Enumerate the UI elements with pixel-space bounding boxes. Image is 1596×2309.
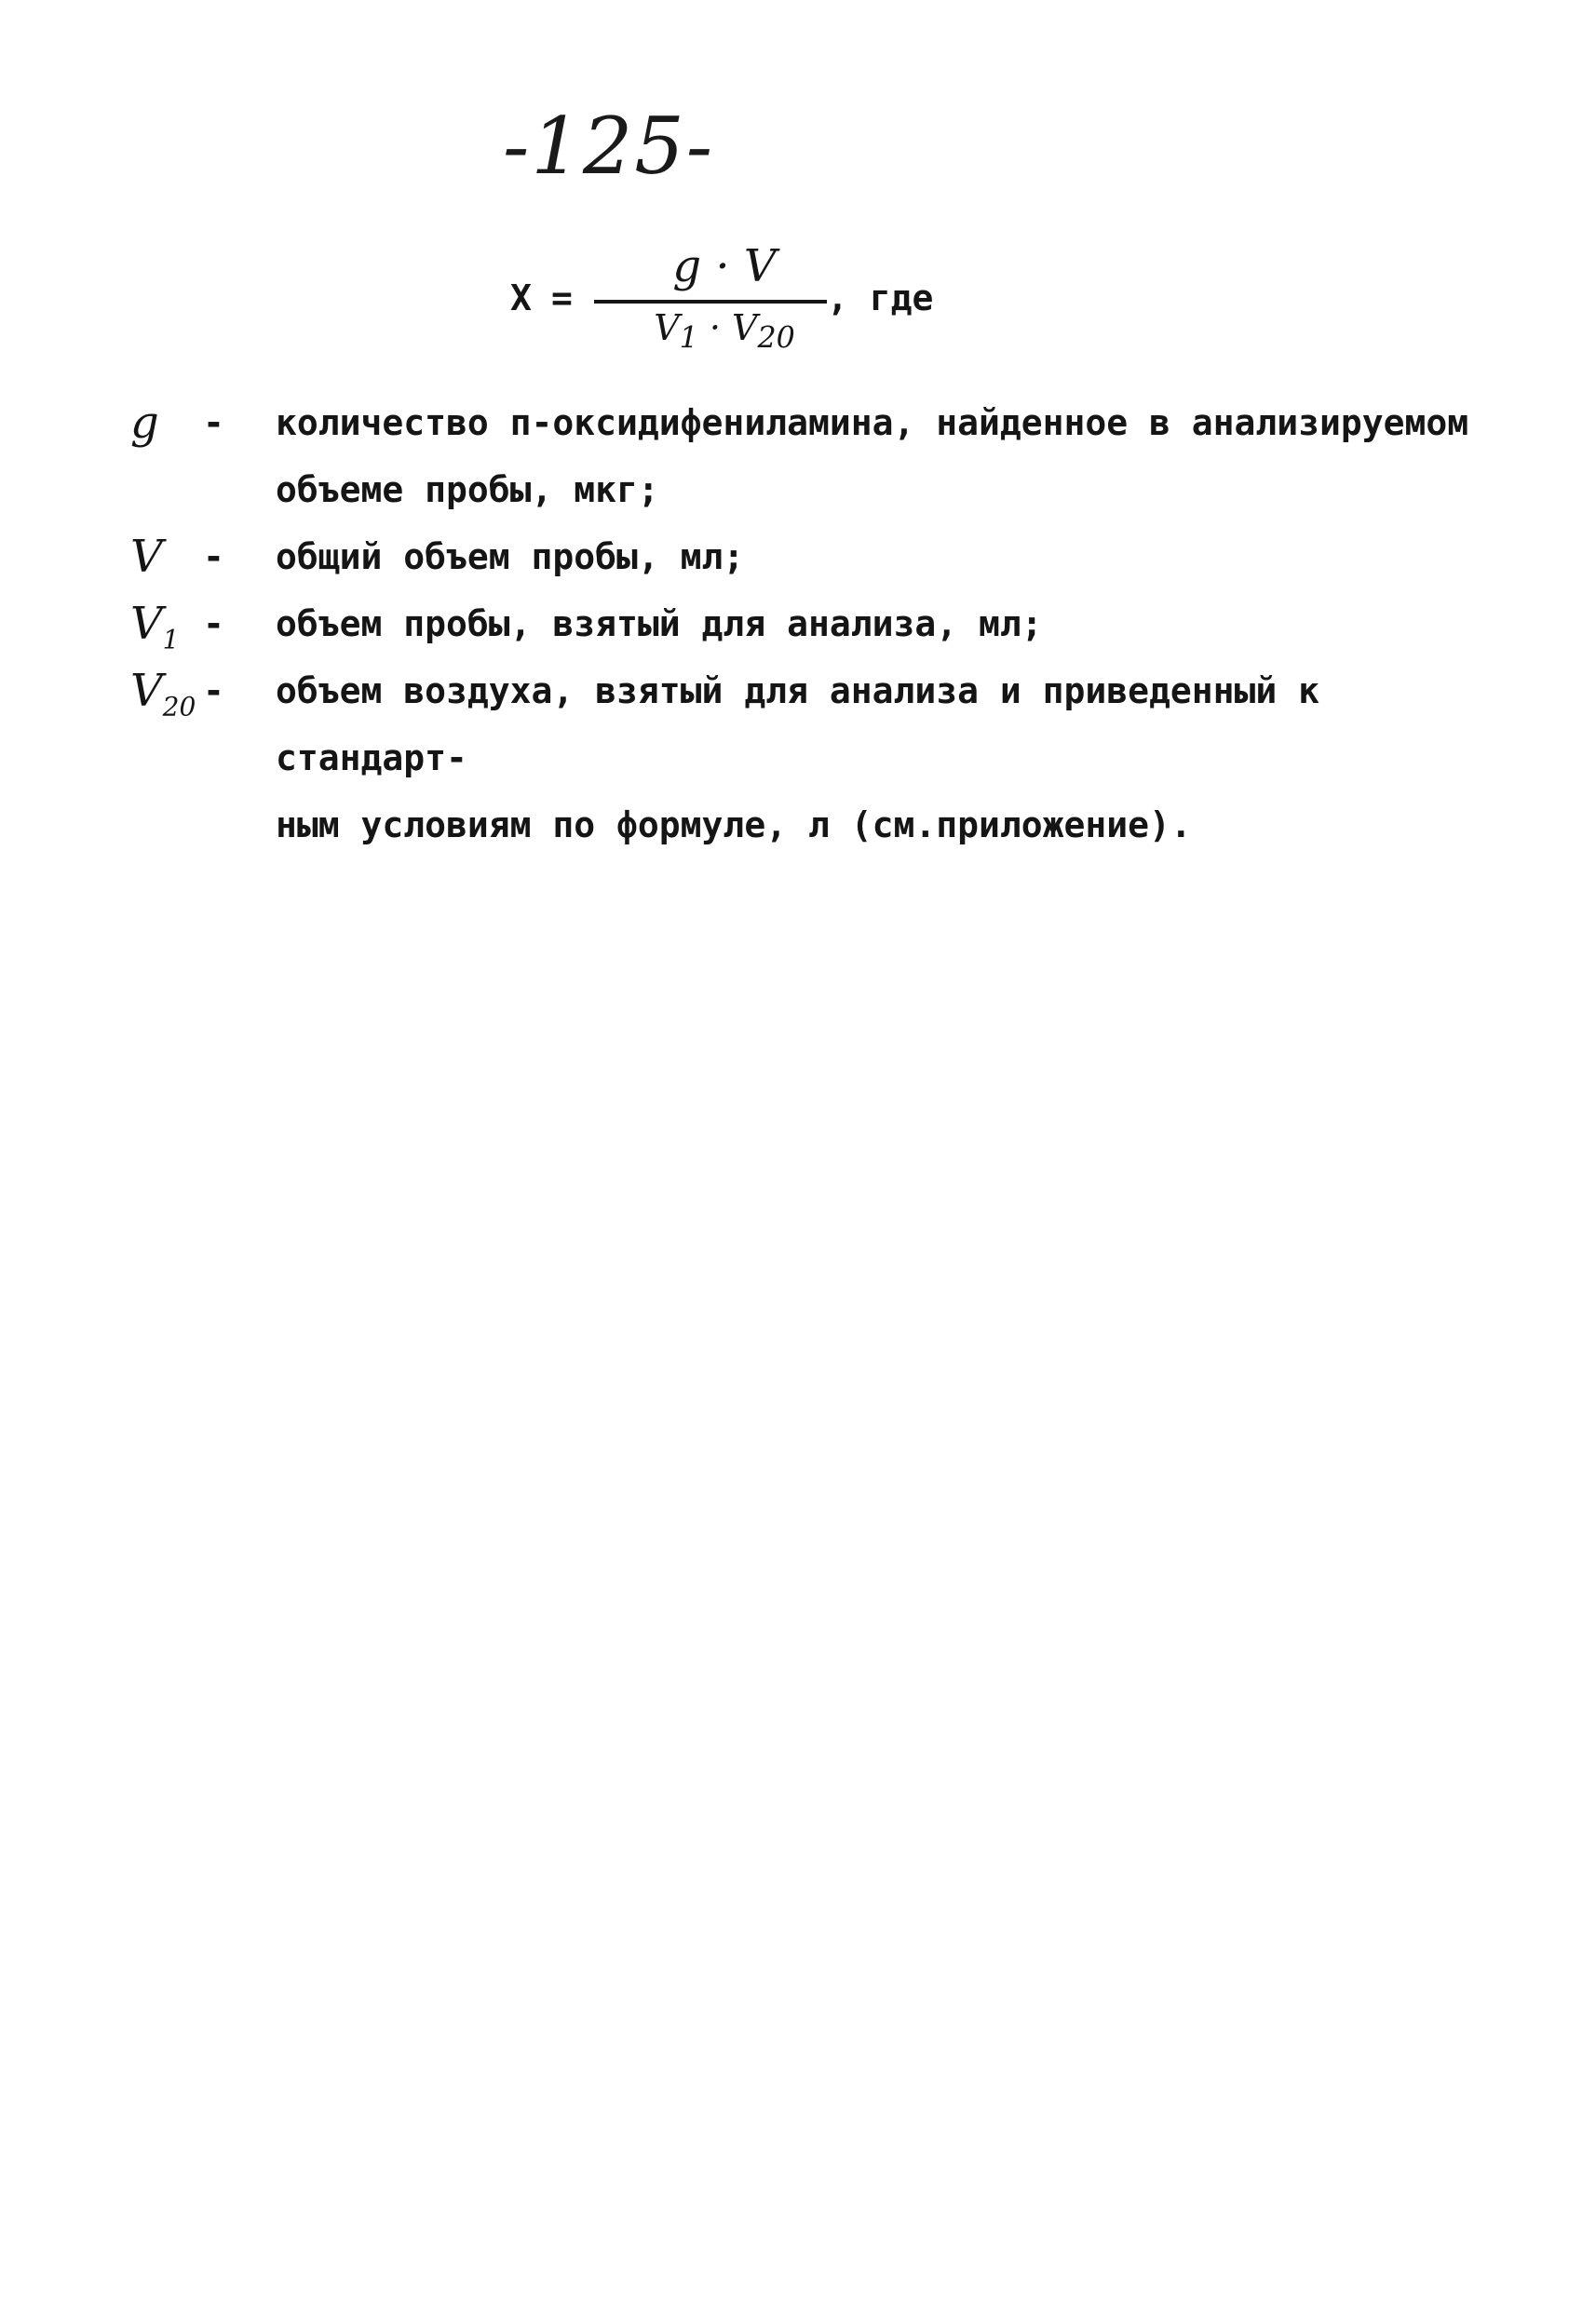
definition-line1: общий объем пробы, мл; <box>276 536 745 577</box>
definition-item-v <box>130 523 1481 590</box>
definition-text <box>240 657 1481 858</box>
definition-line2: ным условиям по формуле, л (см.приложение). <box>276 804 1192 845</box>
definition-line1: количество п-оксидифениламина, найденное в анализируемом <box>276 402 1469 443</box>
definition-dash: - <box>203 536 224 577</box>
formula-lhs: X <box>510 277 532 318</box>
fraction-bar <box>594 300 827 304</box>
formula-denominator <box>631 307 818 356</box>
definition-text <box>240 523 1481 590</box>
definition-symbol: $V_1$ <box>130 598 180 655</box>
denominator-sub1: 1 <box>679 321 698 356</box>
formula <box>510 240 1069 361</box>
definition-line2: объеме пробы, мкг; <box>276 469 659 510</box>
page-number: -125- <box>503 101 715 192</box>
definition-line1: объем воздуха, взятый для анализа и приведенный к стандарт- <box>276 670 1320 778</box>
formula-where: , где <box>827 277 934 318</box>
formula-numerator: g · V <box>672 240 777 292</box>
definition-line1: объем пробы, взятый для анализа, мл; <box>276 603 1043 644</box>
definition-symbol: $V_{20}$ <box>130 665 196 722</box>
definition-item-g <box>130 389 1481 523</box>
definition-symbol: g <box>130 397 159 449</box>
definition-item-v20 <box>130 657 1481 858</box>
definition-dash: - <box>203 670 224 711</box>
definition-text <box>240 389 1481 523</box>
definition-dash: - <box>203 603 224 644</box>
definition-item-v1 <box>130 590 1481 657</box>
formula-equals: = <box>551 277 573 318</box>
definition-dash: - <box>203 402 224 443</box>
definition-text <box>240 590 1481 657</box>
denominator-dot-v: · V <box>697 307 758 348</box>
definitions-list <box>130 389 1481 858</box>
denominator-v1: V <box>654 307 680 348</box>
denominator-sub2: 20 <box>757 321 795 356</box>
definition-symbol: V <box>130 531 163 583</box>
